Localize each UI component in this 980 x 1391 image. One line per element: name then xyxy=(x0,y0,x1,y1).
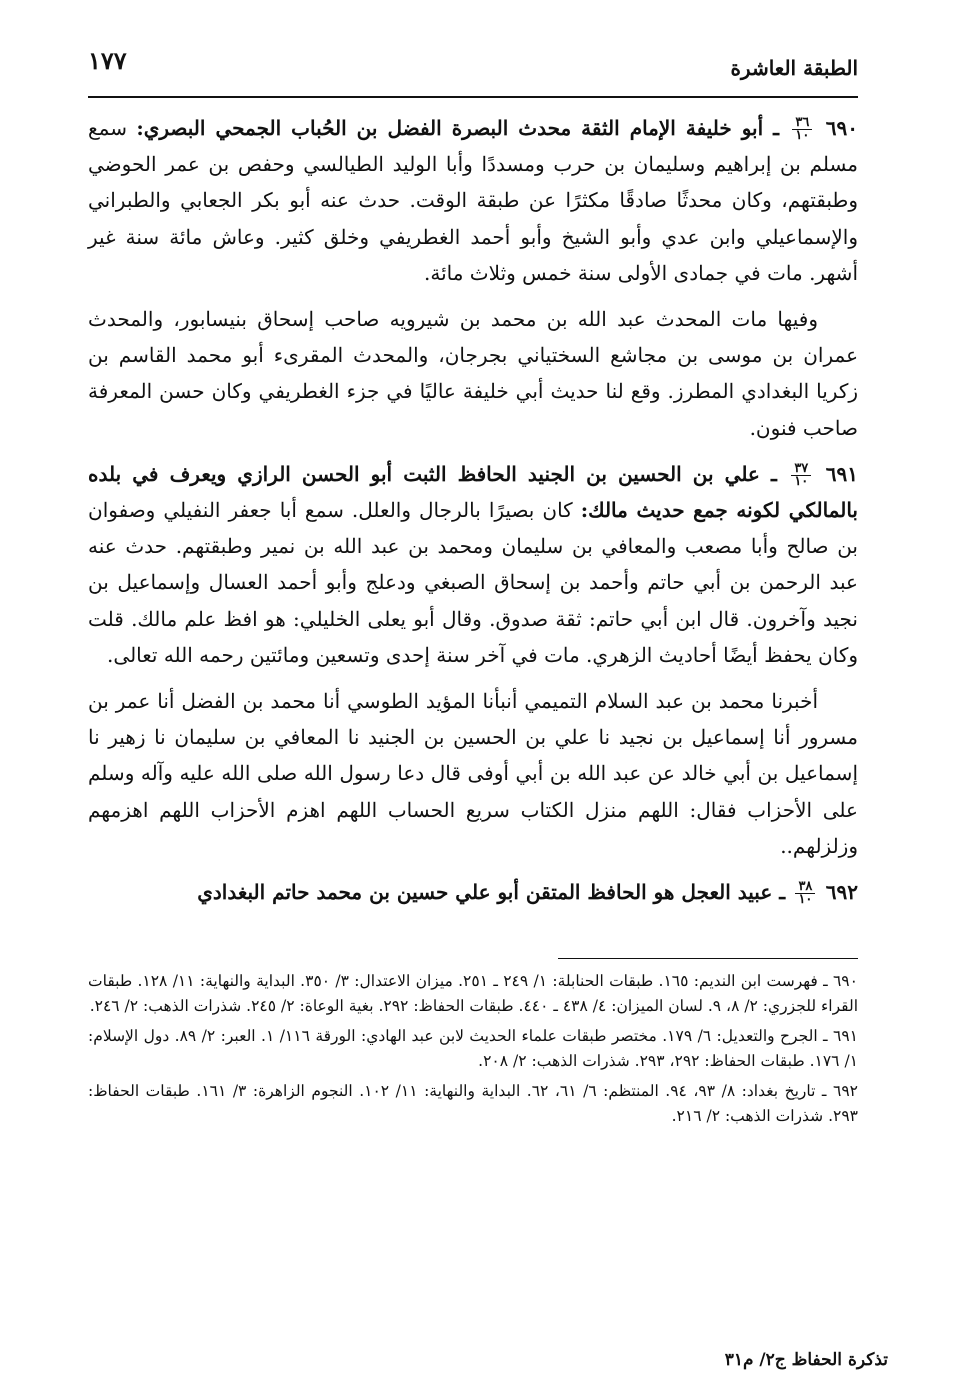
entry-text: سمع مسلم بن إبراهيم وسليمان بن حرب ومسددًا وأبا الوليد الطيالسي وحفص بن عمر الحوضي وطبقتهم، وكان محدثًا صادقًا مكثرًا عن طبقة الوقت. حدث عنه أبو بكر الجعابي والطبراني والإسماعيلي وابن عدي وأبو الشيخ وأبو أحمد الغطريفي وخلق كثير. وعاش مائة سنة غير أشهر. مات في جمادى الأولى سنة خمس وثلاث مائة. xyxy=(88,116,859,285)
main-text xyxy=(88,110,858,910)
signature-mark: تذكرة الحفاظ ج٢/ م٣١ xyxy=(724,1350,888,1370)
entry-fraction xyxy=(795,881,815,906)
entry-name: ـ أبو خليفة الإمام الثقة محدث البصرة الفضل بن الحُباب الجمحي البصري: xyxy=(136,116,780,140)
fraction-bottom: ١٠ xyxy=(798,892,813,908)
fraction-bottom: ١٠ xyxy=(794,473,809,489)
running-header xyxy=(88,38,858,82)
page-number: ١٧٧ xyxy=(88,46,127,75)
entry-fraction xyxy=(792,117,812,142)
fraction-bottom: ١٠ xyxy=(795,128,810,143)
chapter-title: الطبقة العاشرة xyxy=(730,56,858,80)
entry-number: ٦٩٢ xyxy=(825,880,858,905)
entry-name: ـ عبيد العجل هو الحافظ المتقن أبو علي حسين بن محمد حاتم البغدادي xyxy=(197,880,786,905)
entry-fraction xyxy=(791,460,811,489)
entry-number: ٦٩٠ xyxy=(825,116,858,140)
fraction-top: ٣٨ xyxy=(795,881,815,894)
footnote-692: ٦٩٢ ـ تاريخ بغداد: ٨/ ٩٣، ٩٤. المنتظم: ٦/ ٦١، ٦٢. البداية والنهاية: ١١/ ١٠٢. النجوم الزاهرة: ٣/ ١٦١. طبقات الحفاظ: ٢٩٣. شذرات الذهب: ٢/ ٢١٦. xyxy=(88,1082,858,1126)
paragraph-hadith: أخبرنا محمد بن عبد السلام التميمي أنبأنا المؤيد الطوسي أنا محمد بن الفضل أنا عمر بن مسرور أنا إسماعيل بن نجيد نا علي بن الحسين بن الجنيد نا المعافي بن سليمان نا زهير نا إسماعيل بن أبي خالد عن عبد الله بن أبي أوفى قال دعا رسول الله صلى الله عليه وآله وسلم على الأحزاب فقال: اللهم منزل الكتاب سريع الحساب اللهم اهزم الأحزاب اللهم اهزمهم وزلزلهم.. xyxy=(88,689,858,858)
entry-690 xyxy=(88,110,858,291)
entry-text: كان بصيرًا بالرجال والعلل. سمع أبا جعفر النفيلي وصفوان بن صالح وأبا مصعب والمعافي بن سليمان ومحمد بن عبد الله بن نمير وطبقتهم. حدث عنه عبد الرحمن بن أبي حاتم وأحمد بن إسحاق الصبغي ودعلج وأبو أحمد العسال وإسماعيل بن نجيد وآخرون. قال ابن أبي حاتم: ثقة صدوق. وقال أبو يعلى الخليلي: هو افظ علم مالك. قلت وكان يحفظ أيضًا أحاديث الزهري. مات في آخر سنة إحدى وتسعين ومائتين رحمه الله تعالى. xyxy=(88,498,858,667)
fraction-top: ٣٧ xyxy=(791,463,811,476)
header-rule xyxy=(88,96,858,98)
paragraph-deaths: وفيها مات المحدث عبد الله بن محمد بن شيرويه صاحب إسحاق بنيسابور، والمحدث عمران بن موسى بن مجاشع السختياني بجرجان، والمحدث المقرىء أبو محمد القاسم بن زكريا البغدادي المطرز. وقع لنا حديث أبي خليفة عاليًا في جزء الغطريفي وكان حسن المعرفة صاحب فنون. xyxy=(88,307,858,440)
footnote-rule xyxy=(558,958,858,959)
footnote-691: ٦٩١ ـ الجرح والتعديل: ٦/ ١٧٩. مختصر طبقات علماء الحديث لابن عبد الهادي: الورقة ١١٦/ ١. العبر: ٢/ ٨٩. دول الإسلام: ١/ ١٧٦. طبقات الحفاظ: ٢٩٢، ٢٩٣. شذرات الذهب: ٢/ ٢٠٨. xyxy=(88,1027,858,1071)
footnotes xyxy=(88,969,858,1129)
entry-number: ٦٩١ xyxy=(825,461,858,486)
fraction-top: ٣٦ xyxy=(792,117,812,130)
footnote-690: ٦٩٠ ـ فهرست ابن النديم: ١٦٥. طبقات الحنابلة: ١/ ٢٤٩ ـ ٢٥١. ميزان الاعتدال: ٣/ ٣٥٠. البداية والنهاية: ١١/ ١٢٨. طبقات القراء للجزري: ٢/ ٨، ٩. لسان الميزان: ٤/ ٤٣٨ ـ ٤٤٠. طبقات الحفاظ: ٢٩٢. بغية الوعاة: ٢/ ٢٤٥. شذرات الذهب: ٢/ ٢٤٦. xyxy=(88,972,858,1016)
entry-692 xyxy=(88,874,858,910)
page xyxy=(88,38,858,1134)
entry-name: ـ علي بن الحسين بن الجنيد الحافظ الثبت أبو الحسن الرازي ويعرف في بلده بالمالكي لكونه جمع حديث مالك: xyxy=(88,461,858,523)
entry-691 xyxy=(88,456,858,673)
